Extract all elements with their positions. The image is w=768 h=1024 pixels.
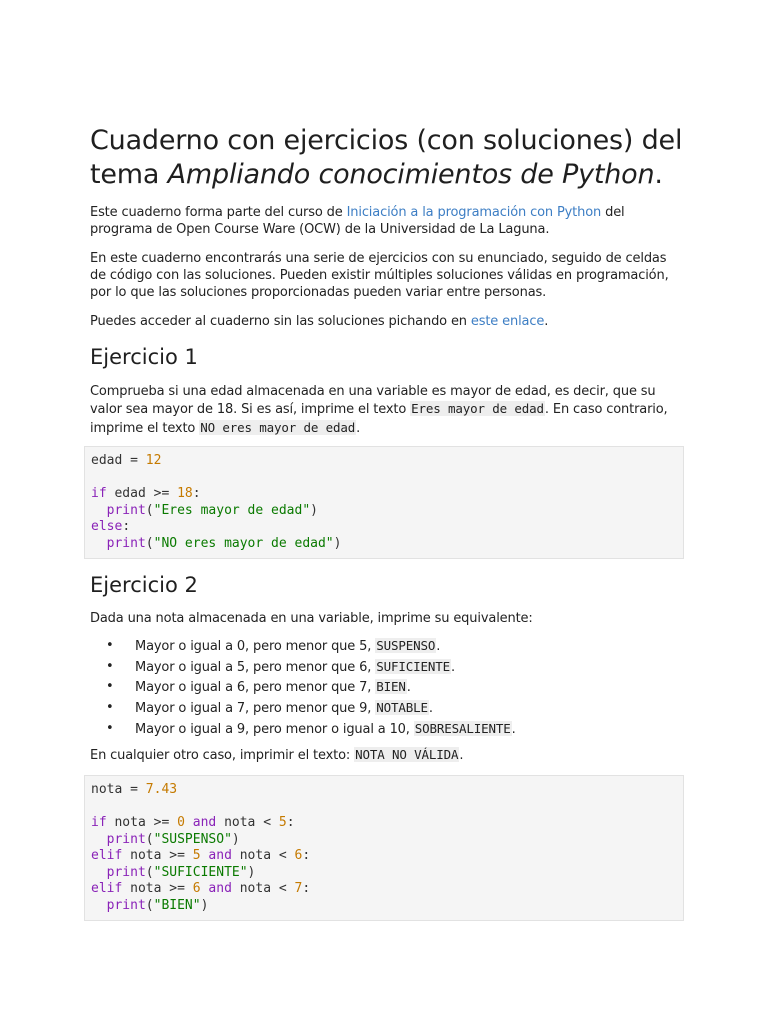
code-number: 6 xyxy=(192,881,201,896)
code-text: ( xyxy=(145,535,154,551)
code-text: ) xyxy=(333,535,342,551)
code-cell-1[interactable] xyxy=(84,446,684,559)
exercise-1-statement xyxy=(90,383,684,437)
exercise-2-other-case xyxy=(90,746,684,764)
code-text: : xyxy=(122,519,131,534)
list-item xyxy=(90,657,684,678)
code-cell-2[interactable] xyxy=(84,775,684,921)
code-line xyxy=(91,486,201,501)
code-keyword: if xyxy=(91,486,107,501)
code-line xyxy=(91,848,310,863)
inline-code: SUFICIENTE xyxy=(376,658,450,674)
list-item xyxy=(90,677,684,698)
item-text: Mayor o igual a 9, pero menor o igual a 10, xyxy=(135,721,414,737)
code-text: ( xyxy=(145,502,154,518)
intro-paragraph-3 xyxy=(90,313,684,330)
code-line xyxy=(91,815,295,830)
course-link[interactable]: Iniciación a la programación con Python xyxy=(346,205,602,220)
grade-list xyxy=(90,636,684,740)
intro-text-end: . xyxy=(544,314,549,329)
intro-paragraph-2: En este cuaderno encontrarás una serie de ejercicios con su enunciado, seguido de celdas de código con las soluciones. Pueden existir múltiples soluciones válidas en programación, por lo que las soluciones proporcionadas pueden variar entre personas. xyxy=(90,251,669,300)
code-function: print xyxy=(106,831,146,847)
item-text: Mayor o igual a 5, pero menor que 6, xyxy=(135,659,376,675)
code-text: ) xyxy=(200,897,209,913)
item-end: . xyxy=(450,659,455,675)
code-string: "Eres mayor de edad" xyxy=(153,502,311,518)
code-function: print xyxy=(106,864,146,880)
inline-code: NO eres mayor de edad xyxy=(200,419,356,435)
statement-text: En cualquier otro caso, imprimir el texto: xyxy=(90,748,355,763)
code-text: ( xyxy=(145,897,154,913)
list-item xyxy=(90,698,684,719)
code-keyword: and xyxy=(208,881,232,896)
code-text: : xyxy=(302,881,311,896)
code-text: nota >= xyxy=(122,881,193,896)
code-function: print xyxy=(106,535,146,551)
code-text: edad = xyxy=(91,453,146,468)
code-number: 12 xyxy=(145,453,162,468)
code-keyword: and xyxy=(208,848,232,863)
statement-text: Comprueba si una edad almacenada en una variable es mayor de edad, es decir, que su valor sea mayor de 18. Si es así, imprime el texto xyxy=(90,384,656,418)
code-text xyxy=(91,832,107,847)
code-string: "BIEN" xyxy=(153,897,201,913)
code-line xyxy=(91,519,130,534)
code-number: 7.43 xyxy=(145,782,178,797)
code-line xyxy=(91,453,161,468)
inline-code: Eres mayor de edad xyxy=(411,401,544,417)
exercise-2-intro: Dada una nota almacenada en una variable, imprime su equivalente: xyxy=(90,611,533,626)
code-function: print xyxy=(106,897,146,913)
code-text: nota < xyxy=(231,881,295,896)
code-text: nota = xyxy=(91,782,146,797)
item-end: . xyxy=(428,701,433,717)
title-suffix: . xyxy=(654,159,663,190)
item-text: Mayor o igual a 6, pero menor que 7, xyxy=(135,680,376,696)
list-item xyxy=(90,636,684,657)
code-text xyxy=(91,536,107,551)
code-text xyxy=(91,865,107,880)
code-text: ) xyxy=(310,502,318,518)
item-end: . xyxy=(436,639,441,654)
code-line xyxy=(91,503,318,518)
code-line xyxy=(91,865,255,880)
inline-code: NOTABLE xyxy=(376,700,428,716)
statement-text: . xyxy=(356,420,361,436)
no-solutions-link[interactable]: este enlace xyxy=(470,314,545,329)
code-line xyxy=(91,898,208,913)
code-line xyxy=(91,536,341,551)
code-number: 18 xyxy=(177,486,193,501)
intro-text: Puedes acceder al cuaderno sin las soluciones pichando en xyxy=(90,314,471,329)
intro-paragraph-1 xyxy=(90,204,684,238)
title-italic: Ampliando conocimientos de Python xyxy=(167,159,655,190)
intro-text: Este cuaderno forma parte del curso de xyxy=(90,205,347,220)
code-keyword: elif xyxy=(91,881,123,896)
code-text: nota < xyxy=(216,815,279,830)
statement-text: . xyxy=(459,748,464,763)
code-text: ( xyxy=(145,831,154,847)
code-keyword: and xyxy=(192,815,217,830)
inline-code: BIEN xyxy=(376,679,406,695)
code-text: ) xyxy=(247,864,256,880)
code-cell-2-source[interactable] xyxy=(85,776,683,920)
item-text: Mayor o igual a 7, pero menor que 9, xyxy=(135,701,376,717)
item-end: . xyxy=(511,721,516,737)
code-keyword: elif xyxy=(91,848,123,863)
code-text: ) xyxy=(231,831,240,847)
code-number: 5 xyxy=(278,815,287,830)
code-number: 7 xyxy=(294,881,303,896)
list-item xyxy=(90,719,684,740)
intro-text-end: del programa de Open Course Ware (OCW) de la Universidad de La Laguna. xyxy=(90,205,625,237)
exercise-2-heading: Ejercicio 2 xyxy=(90,573,198,597)
code-string: "SUFICIENTE" xyxy=(153,864,248,880)
inline-code: SOBRESALIENTE xyxy=(414,720,511,736)
item-end: . xyxy=(406,680,411,696)
inline-code: NOTA NO VÁLIDA xyxy=(355,747,459,762)
code-string: "NO eres mayor de edad" xyxy=(153,535,334,551)
page-title xyxy=(90,124,690,192)
code-number: 5 xyxy=(192,848,201,863)
code-text xyxy=(91,898,107,913)
code-text: : xyxy=(192,486,201,501)
code-text: edad >= xyxy=(106,486,178,501)
code-text: : xyxy=(286,815,295,830)
code-number: 0 xyxy=(177,815,185,830)
code-text: nota < xyxy=(231,848,295,863)
code-text: ( xyxy=(145,864,154,880)
title-text: Cuaderno con ejercicios (con soluciones) del tema xyxy=(90,125,683,190)
code-number: 6 xyxy=(294,848,303,863)
code-cell-1-source[interactable] xyxy=(85,447,683,558)
item-text: Mayor o igual a 0, pero menor que 5, xyxy=(135,639,376,654)
code-function: print xyxy=(106,502,146,518)
code-line xyxy=(91,881,310,896)
code-keyword: else xyxy=(91,519,123,534)
code-keyword: if xyxy=(91,815,107,830)
code-text xyxy=(91,503,107,518)
statement-text: . En caso contrario, imprime el texto xyxy=(90,402,668,436)
exercise-1-heading: Ejercicio 1 xyxy=(90,345,198,369)
inline-code: SUSPENSO xyxy=(376,638,436,653)
code-text: nota >= xyxy=(106,815,178,830)
code-text: nota >= xyxy=(122,848,193,863)
code-text: : xyxy=(302,848,311,863)
code-string: "SUSPENSO" xyxy=(153,831,232,847)
code-text xyxy=(185,815,193,830)
code-line xyxy=(91,782,177,797)
code-line xyxy=(91,832,240,847)
